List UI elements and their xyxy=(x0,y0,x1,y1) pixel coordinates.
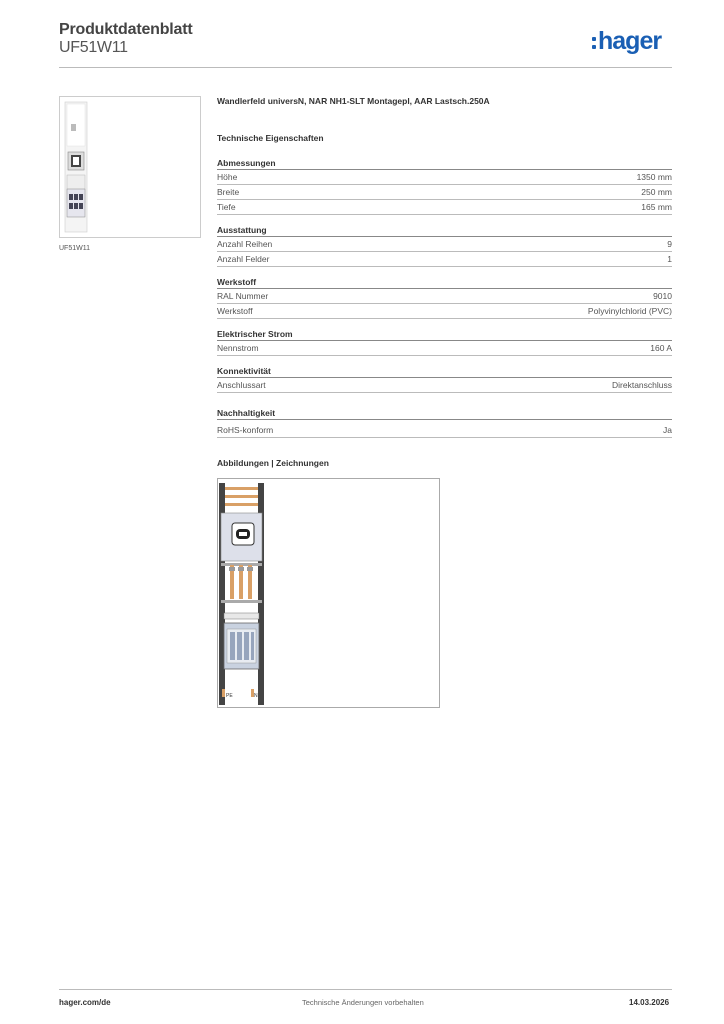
group-title: Nachhaltigkeit xyxy=(217,407,672,420)
row-value: 160 A xyxy=(650,343,672,353)
thumbnail-caption: UF51W11 xyxy=(59,245,90,252)
pe-label: PE xyxy=(226,693,233,699)
table-row xyxy=(217,341,672,356)
group-title: Elektrischer Strom xyxy=(217,328,672,341)
group-title: Werkstoff xyxy=(217,276,672,289)
row-value: Ja xyxy=(663,425,672,435)
row-label: Nennstrom xyxy=(217,343,259,353)
group-title: Abmessungen xyxy=(217,157,672,170)
table-row xyxy=(217,252,672,267)
row-label: Höhe xyxy=(217,172,238,182)
row-label: Breite xyxy=(217,187,240,197)
logo-text: hager xyxy=(598,27,662,55)
group-equipment xyxy=(217,224,672,267)
table-row xyxy=(217,378,672,393)
table-row xyxy=(217,304,672,319)
n-label: N xyxy=(254,693,258,699)
group-sustainability xyxy=(217,407,672,438)
table-row xyxy=(217,185,672,200)
row-label: Anzahl Felder xyxy=(217,254,270,264)
hager-logo[interactable] xyxy=(592,27,661,56)
row-label: RoHS-konform xyxy=(217,425,274,435)
row-label: RAL Nummer xyxy=(217,291,269,301)
footer-date: 14.03.2026 xyxy=(629,998,670,1007)
footer-website-link[interactable]: hager.com/de xyxy=(59,998,111,1007)
row-value: 165 mm xyxy=(641,202,672,212)
group-dimensions xyxy=(217,157,672,215)
row-value: 1 xyxy=(667,254,672,264)
drawing-image xyxy=(218,479,439,707)
table-row xyxy=(217,200,672,215)
group-title: Konnektivität xyxy=(217,365,672,378)
doc-subtitle: UF51W11 xyxy=(59,39,128,56)
row-value: 250 mm xyxy=(641,187,672,197)
row-label: Werkstoff xyxy=(217,306,253,316)
product-name: Wandlerfeld universN, NAR NH1-SLT Montagepl, AAR Lastsch.250A xyxy=(217,96,490,106)
figures-title: Abbildungen | Zeichnungen xyxy=(217,458,329,468)
row-label: Anschlussart xyxy=(217,380,266,390)
table-row xyxy=(217,423,672,438)
row-label: Tiefe xyxy=(217,202,236,212)
row-value: Direktanschluss xyxy=(612,380,672,390)
row-label: Anzahl Reihen xyxy=(217,239,273,249)
row-value: 1350 mm xyxy=(636,172,672,182)
table-row xyxy=(217,237,672,252)
row-value: Polyvinylchlorid (PVC) xyxy=(587,306,672,316)
doc-title: Produktdatenblatt xyxy=(59,21,193,38)
group-electrical xyxy=(217,328,672,356)
group-material xyxy=(217,276,672,319)
table-row xyxy=(217,289,672,304)
section-title: Technische Eigenschaften xyxy=(217,133,324,143)
main-content xyxy=(217,94,672,438)
technical-drawing xyxy=(217,478,440,708)
row-value: 9 xyxy=(667,239,672,249)
product-thumbnail xyxy=(59,96,201,238)
logo-dots-icon xyxy=(592,37,596,49)
group-connectivity xyxy=(217,365,672,393)
table-row xyxy=(217,170,672,185)
product-thumbnail-image xyxy=(60,97,200,237)
footer-notice: Technische Änderungen vorbehalten xyxy=(302,998,424,1007)
header-divider xyxy=(59,67,672,68)
row-value: 9010 xyxy=(653,291,672,301)
group-title: Ausstattung xyxy=(217,224,672,237)
footer-divider xyxy=(59,989,672,990)
